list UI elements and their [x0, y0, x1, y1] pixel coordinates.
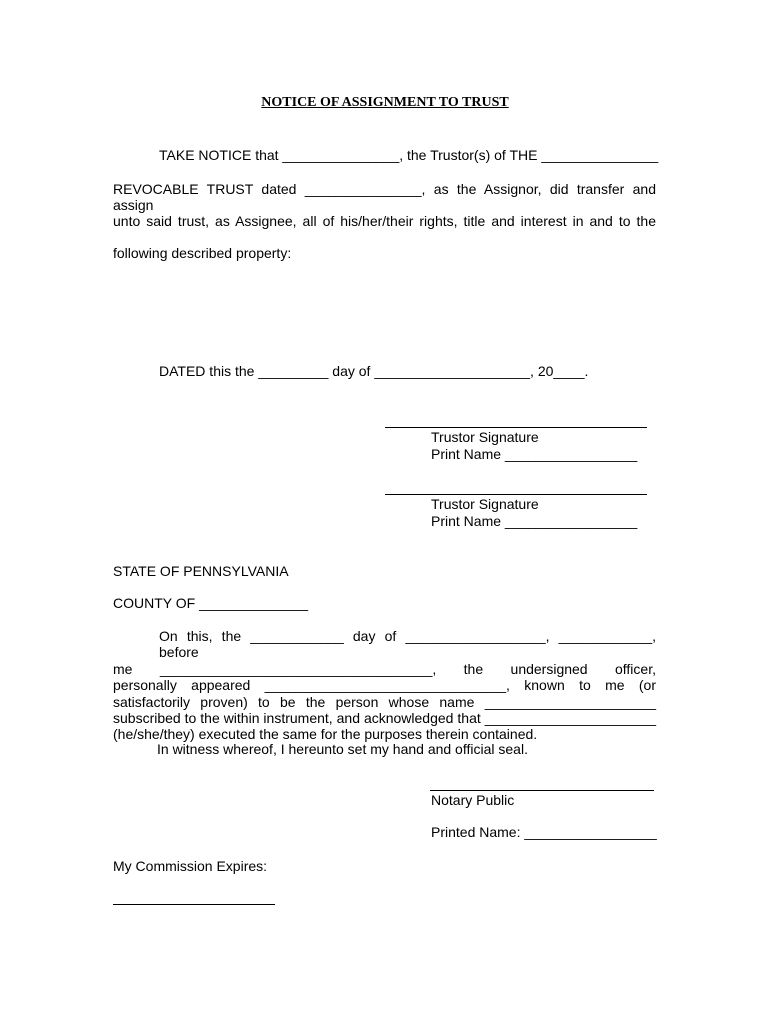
commission-date-line — [113, 904, 275, 905]
acknowledgment-paragraph — [113, 628, 656, 743]
notice-line-2: REVOCABLE TRUST dated _______________, as the Assignor, did transfer and assign — [113, 181, 656, 213]
signature-line-1 — [385, 427, 647, 428]
dated-line: DATED this the _________ day of ____________________, 20____. — [159, 363, 589, 379]
notice-line-1: TAKE NOTICE that _______________, the Trustor(s) of THE _______________ — [159, 147, 659, 163]
document-title: NOTICE OF ASSIGNMENT TO TRUST — [261, 95, 509, 110]
notary-printed-name: Printed Name: _________________ — [431, 824, 657, 840]
signature-line-2 — [385, 494, 647, 495]
ack-line-6: (he/she/they) executed the same for the purposes therein contained. — [113, 726, 538, 743]
witness-line: In witness whereof, I hereunto set my hand and official seal. — [157, 741, 528, 757]
trustor-signature-label-2: Trustor Signature — [431, 496, 539, 512]
notary-signature-line — [430, 790, 654, 791]
print-name-1: Print Name _________________ — [431, 446, 638, 462]
print-name-2: Print Name _________________ — [431, 513, 638, 529]
notary-public-label: Notary Public — [431, 792, 515, 808]
ack-line-2: me ___________________________________, the undersigned officer, — [113, 660, 656, 677]
notice-line-3: unto said trust, as Assignee, all of his/her/their rights, title and interest in and to the — [113, 213, 656, 229]
trustor-signature-label-1: Trustor Signature — [431, 429, 539, 445]
ack-line-1: On this, the ____________ day of __________________, ____________, before — [159, 628, 656, 661]
commission-expires-label: My Commission Expires: — [113, 858, 268, 874]
notice-line-4: following described property: — [113, 245, 292, 261]
county-line: COUNTY OF ______________ — [113, 595, 309, 611]
state-heading: STATE OF PENNSYLVANIA — [113, 563, 289, 579]
ack-line-4: satisfactorily proven) to be the person whose name ______________________ — [113, 693, 656, 710]
ack-line-3: personally appeared _______________________________, known to me (or — [113, 677, 656, 694]
ack-line-5: subscribed to the within instrument, and acknowledged that ______________________ — [113, 710, 656, 727]
